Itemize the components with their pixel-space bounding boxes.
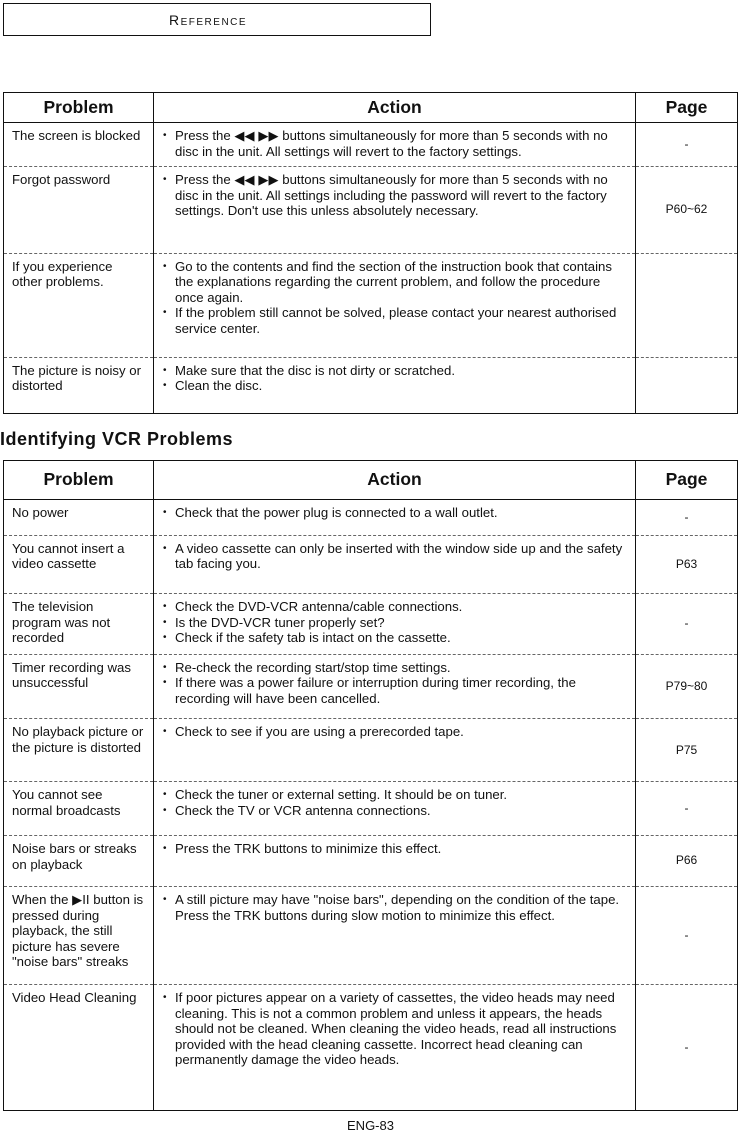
action-item: • Check the TV or VCR antenna connections. [162, 803, 627, 819]
problem-cell: No power [4, 500, 154, 536]
page-cell: P75 [636, 719, 738, 782]
action-item: • Press the ◀◀ ▶▶ buttons simultaneously for more than 5 seconds with no disc in the unit. All settings will revert to the factory settings. [162, 128, 627, 159]
page-cell: - [636, 594, 738, 655]
page-cell [636, 253, 738, 357]
page-cell: P79~80 [636, 654, 738, 719]
problem-cell: Forgot password [4, 167, 154, 254]
problem-cell: The screen is blocked [4, 123, 154, 167]
table-row [4, 357, 738, 413]
problem-column-header: Problem [4, 461, 154, 500]
table-row [4, 123, 738, 167]
action-item: • Check to see if you are using a prerecorded tape. [162, 724, 627, 740]
page-cell: P60~62 [636, 167, 738, 254]
table-row [4, 836, 738, 887]
action-cell [154, 719, 636, 782]
action-item: • Press the TRK buttons to minimize this effect. [162, 841, 627, 857]
action-cell [154, 253, 636, 357]
action-item: • Re-check the recording start/stop time settings. [162, 660, 627, 676]
problem-cell: Noise bars or streaks on playback [4, 836, 154, 887]
problem-cell: The picture is noisy or distorted [4, 357, 154, 413]
page-cell: P63 [636, 535, 738, 593]
action-cell [154, 123, 636, 167]
action-cell [154, 985, 636, 1111]
problem-cell: No playback picture or the picture is distorted [4, 719, 154, 782]
problem-cell: Video Head Cleaning [4, 985, 154, 1111]
action-item: • If there was a power failure or interruption during timer recording, the recording will have been cancelled. [162, 675, 627, 706]
vcr-table-body [4, 500, 738, 1111]
action-item: • Check if the safety tab is intact on the cassette. [162, 630, 627, 646]
dvd-problems-table [3, 92, 738, 414]
table-row [4, 985, 738, 1111]
reference-header [3, 3, 431, 36]
table-row [4, 719, 738, 782]
action-cell [154, 836, 636, 887]
action-item: • Check that the power plug is connected to a wall outlet. [162, 505, 627, 521]
table-row [4, 782, 738, 836]
section-title: Identifying VCR Problems [0, 429, 234, 449]
action-item: • Is the DVD-VCR tuner properly set? [162, 615, 627, 631]
action-cell [154, 887, 636, 985]
problem-cell: The television program was not recorded [4, 594, 154, 655]
page-column-header: Page [636, 93, 738, 123]
action-cell [154, 500, 636, 536]
action-item: • Press the ◀◀ ▶▶ buttons simultaneously for more than 5 seconds with no disc in the unit. All settings including the password will revert to the factory settings. Don't use this unless absolutely necessary. [162, 172, 627, 219]
page-cell [636, 357, 738, 413]
table-row [4, 594, 738, 655]
table-row [4, 253, 738, 357]
action-item: • Make sure that the disc is not dirty or scratched. [162, 363, 627, 379]
action-cell [154, 594, 636, 655]
action-item: • Check the DVD-VCR antenna/cable connections. [162, 599, 627, 615]
problem-cell: You cannot insert a video cassette [4, 535, 154, 593]
table-row [4, 887, 738, 985]
page-cell: P66 [636, 836, 738, 887]
page-cell: - [636, 782, 738, 836]
action-cell [154, 535, 636, 593]
action-item: • Clean the disc. [162, 378, 627, 394]
page-column-header: Page [636, 461, 738, 500]
action-item: • If the problem still cannot be solved, please contact your nearest authorised service center. [162, 305, 627, 336]
table-row [4, 500, 738, 536]
page-cell: - [636, 985, 738, 1111]
action-item: • If poor pictures appear on a variety of cassettes, the video heads may need cleaning. This is not a common problem and unless it appears, the heads should not be cleaned. When cleaning the video heads, read all instructions provided with the head cleaning cassette. Incorrect head cleaning can permanently damage the video heads. [162, 990, 627, 1068]
table-row [4, 535, 738, 593]
page-cell: - [636, 123, 738, 167]
page-number: ENG-83 [347, 1118, 394, 1133]
action-cell [154, 357, 636, 413]
reference-label: Reference [169, 12, 248, 28]
action-column-header: Action [154, 461, 636, 500]
action-item: • A still picture may have "noise bars", depending on the condition of the tape. Press the TRK buttons during slow motion to minimize this effect. [162, 892, 627, 923]
action-column-header: Action [154, 93, 636, 123]
action-cell [154, 782, 636, 836]
problem-cell: If you experience other problems. [4, 253, 154, 357]
page-cell: - [636, 500, 738, 536]
problem-column-header: Problem [4, 93, 154, 123]
table-row [4, 654, 738, 719]
action-cell [154, 654, 636, 719]
page-cell: - [636, 887, 738, 985]
action-item: • Check the tuner or external setting. It should be on tuner. [162, 787, 627, 803]
problem-cell: When the ▶II button is pressed during playback, the still picture has severe "noise bars" streaks [4, 887, 154, 985]
action-item: • A video cassette can only be inserted with the window side up and the safety tab facing you. [162, 541, 627, 572]
problem-cell: Timer recording was unsuccessful [4, 654, 154, 719]
action-item: • Go to the contents and find the section of the instruction book that contains the explanations regarding the current problem, and follow the procedure once again. [162, 259, 627, 306]
problem-cell: You cannot see normal broadcasts [4, 782, 154, 836]
dvd-table-body [4, 123, 738, 414]
action-cell [154, 167, 636, 254]
table-row [4, 167, 738, 254]
vcr-problems-table [3, 460, 738, 1111]
